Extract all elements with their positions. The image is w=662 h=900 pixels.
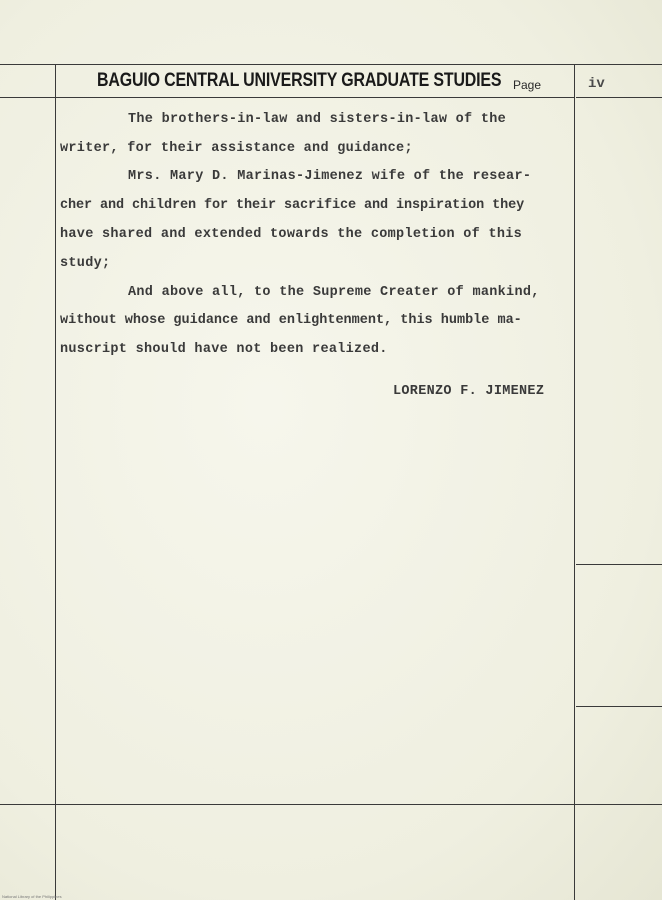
footer-note: National Library of the Philippines [2,894,62,899]
left-margin-rule [0,97,56,98]
right-vertical-rule [574,64,575,900]
page-label: Page [513,78,542,92]
right-box-rule-1 [576,97,662,98]
body-line: nuscript should have not been realized. [60,342,388,357]
right-box-rule-3 [576,706,662,707]
page-title: BAGUIO CENTRAL UNIVERSITY GRADUATE STUDIES [97,70,502,91]
body-line: without whose guidance and enlightenment, this humble ma- [60,313,522,328]
body-line: have shared and extended towards the completion of this [60,227,523,242]
signature: LORENZO F. JIMENEZ [393,384,545,399]
body-line: The brothers-in-law and sisters-in-law of the [128,112,507,127]
header-underline [56,97,574,98]
body-line: Mrs. Mary D. Marinas-Jimenez wife of the resear- [128,169,532,184]
body-line: writer, for their assistance and guidance; [60,141,413,156]
page-number: iv [588,76,605,92]
top-rule [0,64,662,65]
body-line: study; [60,256,111,271]
body-line: And above all, to the Supreme Creater of mankind, [128,285,540,300]
left-vertical-rule [55,64,56,900]
body-line: cher and children for their sacrifice and inspiration they [60,198,525,213]
right-box-rule-2 [576,564,662,565]
bottom-rule [0,804,662,805]
